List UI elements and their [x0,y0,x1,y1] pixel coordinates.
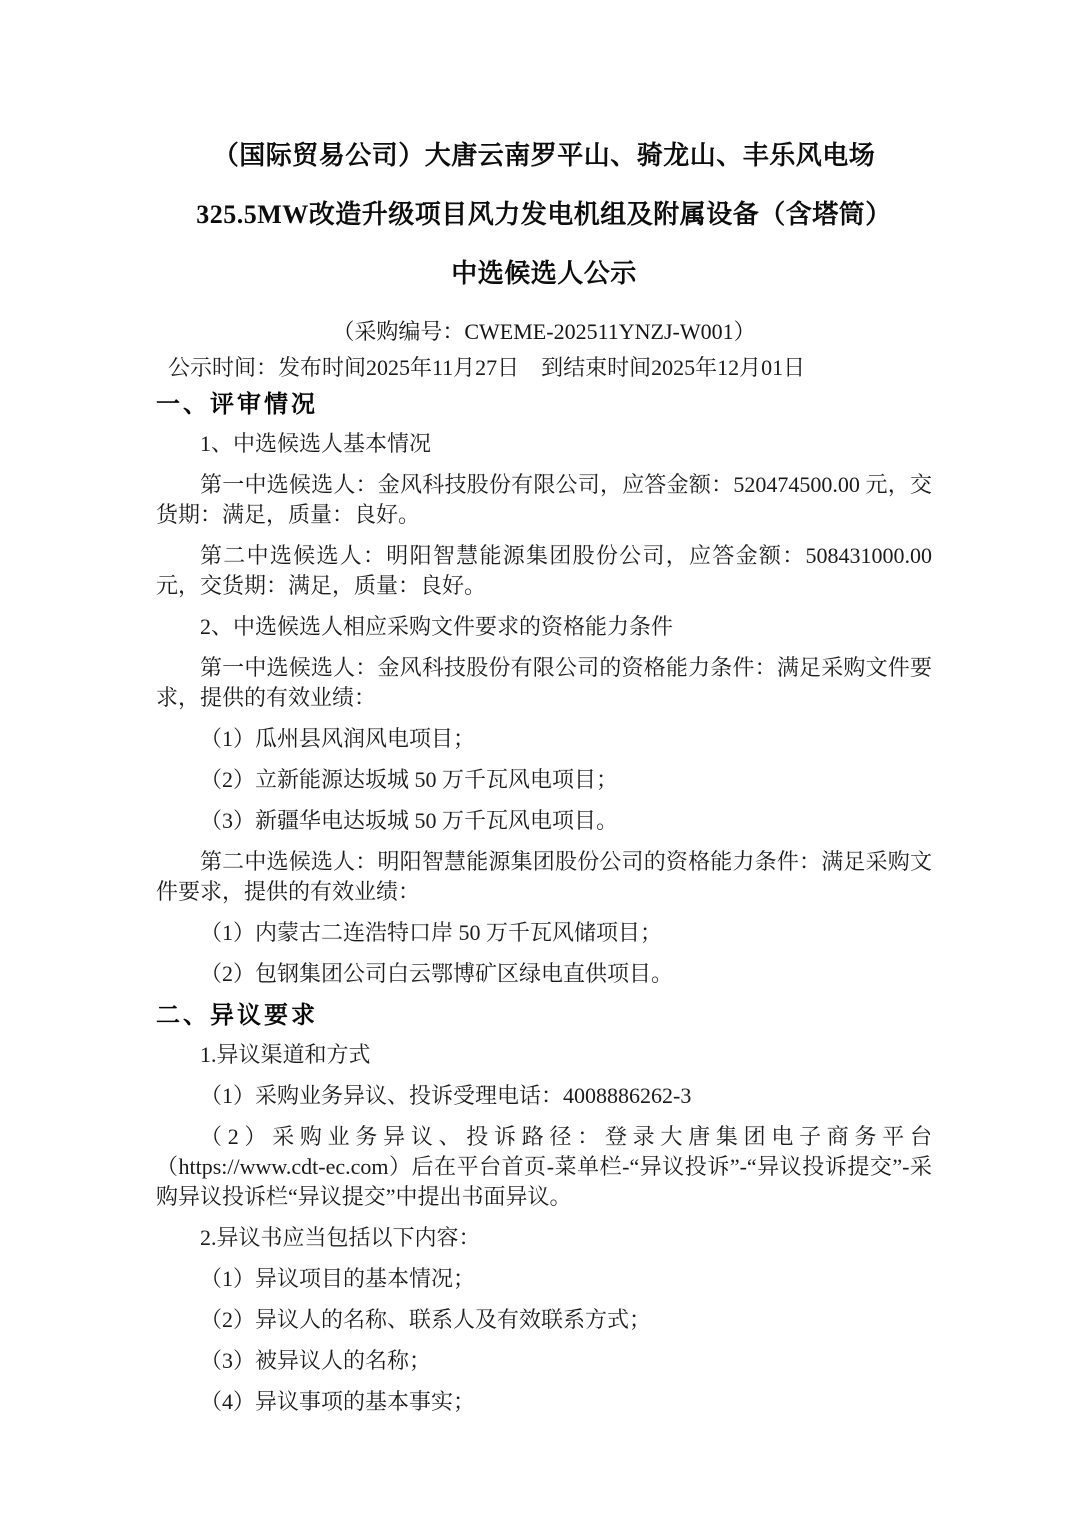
para-candidate2-project-2: （2）包钢集团公司白云鄂博矿区绿电直供项目。 [200,961,674,986]
doc-title-line-3: 中选候选人公示 [451,259,637,288]
para-objection-item-4: （4）异议事项的基本事实； [200,1389,476,1414]
para-objection-item-1: （1）异议项目的基本情况； [200,1266,476,1291]
section-objection [156,1000,932,1417]
para-objection-channel-heading: 1.异议渠道和方式 [200,1042,371,1067]
para-candidate1-project-2: （2）立新能源达坂城 50 万千瓦风电项目； [200,767,619,792]
para-candidates-basic-heading: 1、中选候选人基本情况 [200,431,432,456]
para-objection-item-3: （3）被异议人的名称； [200,1348,432,1373]
para-objection-content-heading: 2.异议书应当包括以下内容： [200,1225,481,1250]
para-objection-phone: （1）采购业务异议、投诉受理电话：4008886262-3 [200,1083,692,1108]
publicity-time-line: 公示时间：发布时间2025年11月27日 到结束时间2025年12月01日 [168,355,806,380]
para-candidate2-qualification: 第二中选候选人：明阳智慧能源集团股份公司的资格能力条件：满足采购文件要求，提供的有效业绩： [156,849,932,904]
para-candidate2-basic: 第二中选候选人：明阳智慧能源集团股份公司，应答金额：508431000.00 元，交货期：满足，质量：良好。 [156,543,932,598]
doc-title-line-1: （国际贸易公司）大唐云南罗平山、骑龙山、丰乐风电场 [212,141,876,170]
para-candidate2-project-1: （1）内蒙古二连浩特口岸 50 万千瓦风储项目； [200,920,663,945]
section-review [156,389,932,989]
para-candidate1-basic: 第一中选候选人：金风科技股份有限公司，应答金额：520474500.00 元，交货期：满足，质量：良好。 [156,472,932,527]
procurement-number-line: （采购编号：CWEME-202511YNZJ-W001） [332,319,756,344]
section-objection-heading: 二、异议要求 [156,1002,318,1029]
para-candidate1-qualification: 第一中选候选人：金风科技股份有限公司的资格能力条件：满足采购文件要求，提供的有效业绩： [156,655,932,710]
para-candidate1-project-1: （1）瓜州县风润风电项目； [200,726,476,751]
para-candidate1-project-3: （3）新疆华电达坂城 50 万千瓦风电项目。 [200,808,619,833]
para-qualification-heading: 2、中选候选人相应采购文件要求的资格能力条件 [200,614,674,639]
para-objection-item-2: （2）异议人的名称、联系人及有效联系方式； [200,1307,652,1332]
doc-title-line-2: 325.5MW改造升级项目风力发电机组及附属设备（含塔筒） [196,200,892,229]
section-review-heading: 一、评审情况 [156,391,318,418]
para-objection-path: （2）采购业务异议、投诉路径：登录大唐集团电子商务平台（https://www.cdt-ec.com）后在平台首页-菜单栏-“异议投诉”-“异议投诉提交”-采购异议投诉栏“异议提交”中提出书面异议。 [156,1124,932,1209]
